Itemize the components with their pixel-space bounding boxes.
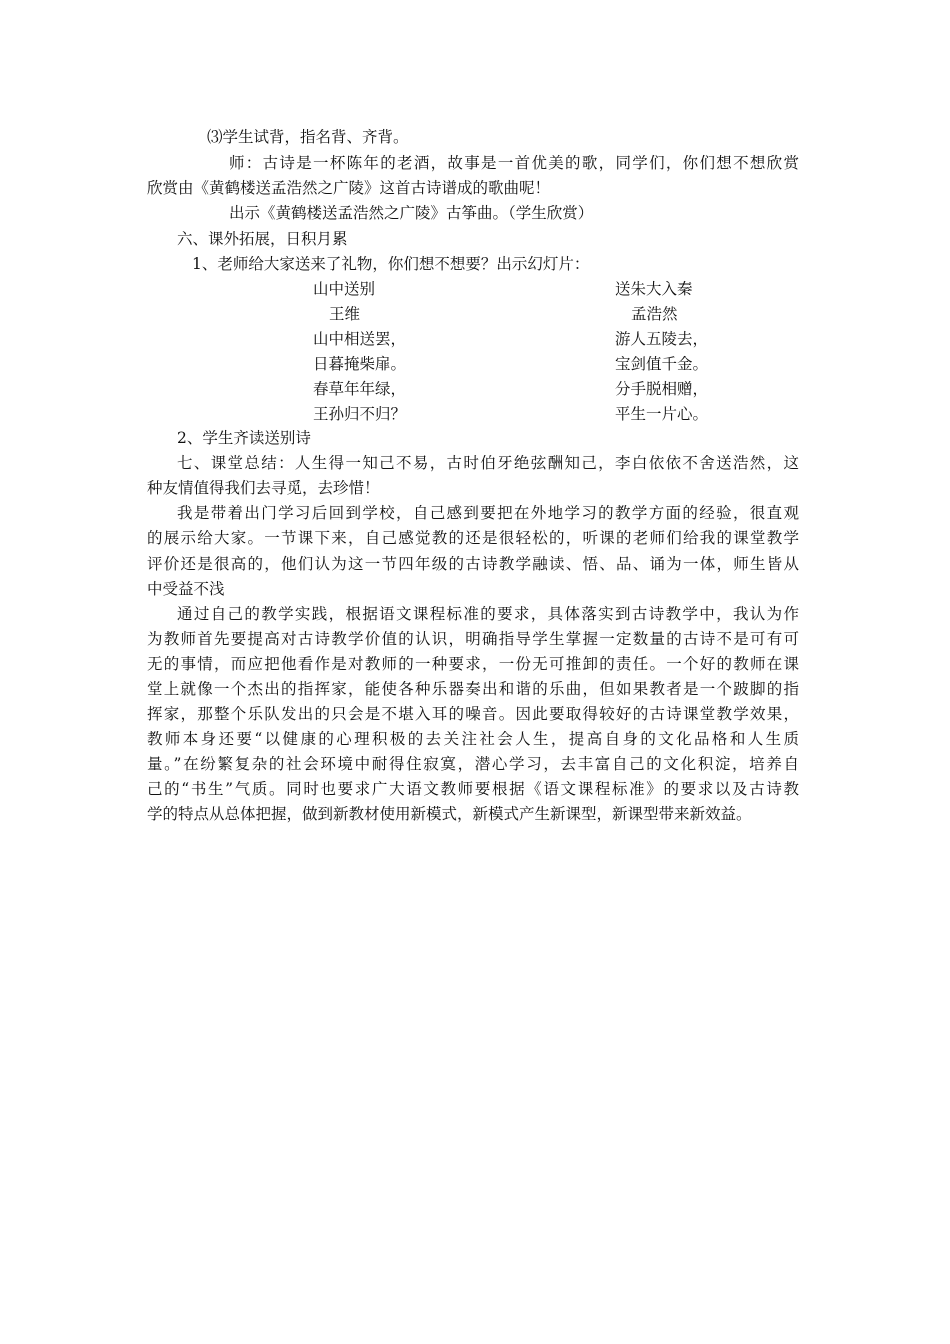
poem-line: 日暮掩柴扉。: [313, 355, 407, 373]
poem-title: 山中送别: [313, 280, 376, 298]
poem-line: 山中相送罢，: [313, 330, 407, 348]
reflection-p1: 的展示给大家。一节课下来，自己感觉教的还是很轻松的，听课的老师们给我的课堂教学: [147, 529, 799, 547]
poem-line: 游人五陵去，: [615, 330, 709, 348]
reflection-p2: 通过自己的教学实践，根据语文课程标准的要求，具体落实到古诗教学中，我认为作: [177, 605, 799, 623]
poem-title: 送朱大入秦: [615, 280, 693, 298]
summary-cont: 种友情值得我们去寻觅，去珍惜！: [147, 479, 380, 497]
summary-heading: 七、课堂总结：人生得一知己不易，古时伯牙绝弦酬知己，李白依依不舍送浩然，这: [177, 454, 799, 472]
gift-line: 1、老师给大家送来了礼物，你们想不想要？出示幻灯片：: [192, 255, 590, 273]
poem-line: 平生一片心。: [615, 405, 709, 423]
reflection-p2: 堂上就像一个杰出的指挥家，能使各种乐器奏出和谐的乐曲，但如果教者是一个跛脚的指: [147, 680, 799, 698]
poem-songzhu: [615, 279, 708, 429]
teacher-line-cont: 欣赏由《黄鹤楼送孟浩然之广陵》这首古诗谱成的歌曲呢！: [147, 179, 551, 197]
section-six-heading: 六、课外拓展，日积月累: [177, 230, 348, 248]
show-music: 出示《黄鹤楼送孟浩然之广陵》古筝曲。（学生欣赏）: [229, 204, 594, 222]
poem-line: 王孙归不归？: [313, 405, 407, 423]
step-recite: ⑶学生试背，指名背、齐背。: [207, 128, 409, 146]
poem-line: 宝剑值千金。: [615, 355, 709, 373]
reflection-p2: 学的特点从总体把握，做到新教材使用新模式，新模式产生新课型，新课型带来新效益。: [147, 805, 752, 823]
reflection-p2: 为教师首先要提高对古诗教学价值的认识，明确指导学生掌握一定数量的古诗不是可有可: [147, 630, 799, 648]
poem-author: 王维: [329, 305, 361, 323]
teacher-line: 师：古诗是一杯陈年的老酒，故事是一首优美的歌，同学们，你们想不想欣赏: [229, 154, 799, 172]
reflection-p2: 量。”在纷繁复杂的社会环境中耐得住寂寞，潜心学习，去丰富自己的文化积淀，培养自: [147, 755, 799, 773]
poem-line: 春草年年绿，: [313, 380, 407, 398]
read-poems-line: 2、学生齐读送别诗: [177, 429, 311, 447]
reflection-p1: 中受益不浅: [147, 580, 225, 598]
reflection-p2: 无的事情，而应把他看作是对教师的一种要求，一份无可推卸的责任。一个好的教师在课: [147, 655, 799, 673]
poem-author: 孟浩然: [631, 305, 678, 323]
reflection-p1: 我是带着出门学习后回到学校，自己感到要把在外地学习的教学方面的经验，很直观: [177, 504, 799, 522]
poem-shanzhong: [313, 279, 406, 429]
poem-line: 分手脱相赠，: [615, 380, 709, 398]
reflection-p1: 评价还是很高的，他们认为这一节四年级的古诗教学融读、悟、品、诵为一体，师生皆从: [147, 555, 799, 573]
reflection-p2: 己的“书生”气质。同时也要求广大语文教师要根据《语文课程标准》的要求以及古诗教: [147, 780, 799, 798]
reflection-p2: 挥家，那整个乐队发出的只会是不堪入耳的噪音。因此要取得较好的古诗课堂教学效果，: [147, 705, 799, 723]
reflection-p2: 教师本身还要“以健康的心理积极的去关注社会人生，提高自身的文化品格和人生质: [147, 730, 799, 748]
